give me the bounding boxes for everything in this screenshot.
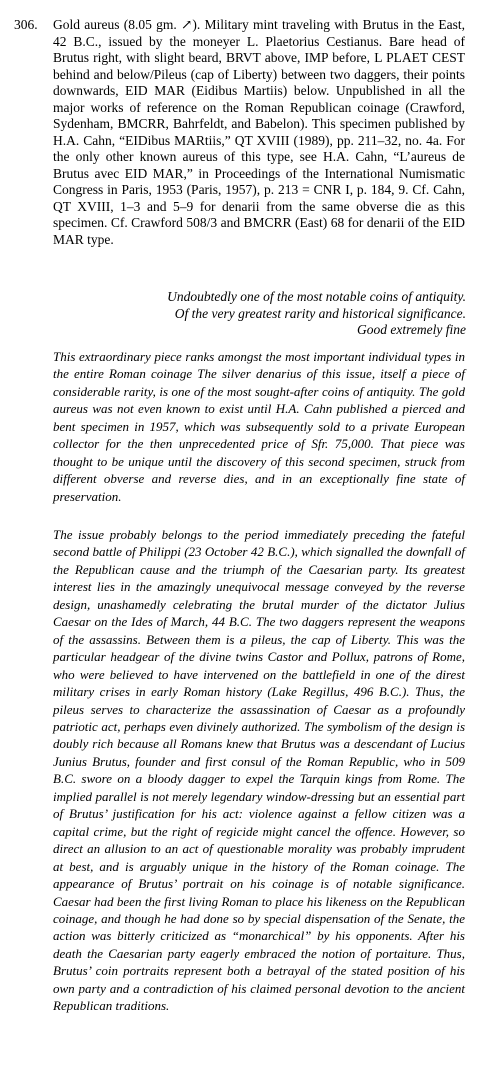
grade-line: Good extremely fine [357, 322, 466, 337]
commentary-paragraph: This extraordinary piece ranks amongst the most important individual types in the entire Roman coinage The silver denarius of this issue, itself a piece of considerable rarity, is one of the most sought-after coins of antiquity. The gold aureus was not even known to exist until H.A. Cahn published a pierced and bent specimen in 1957, which was subsequently sold to a private European collector for the then unprecedented price of Sfr. 75,000. That piece was thought to be unique until the discovery of this second specimen, struck from different obverse and reverse dies, and in an exceptionally fine state of preservation. [53, 349, 465, 504]
commentary-paragraph: The issue probably belongs to the period immediately preceding the fateful second battle of Philippi (23 October 42 B.C.), which signalled the downfall of the Republican cause and the triumph of the Caesarian party. Its greatest interest lies in the amazingly unequivocal message conveyed by the reverse design, unashamedly celebrating the brutal murder of the dictator Julius Caesar on the Ides of March, 44 B.C. The two daggers represent the weapons of the assassins. Between them is a pileus, the cap of Liberty. This was the particular headgear of the divine twins Castor and Pollux, patrons of Rome, who were believed to have intervened on the battlefield in one of the direst military crises in early Roman history (Lake Regillus, 496 B.C.). Thus, the pileus serves to characterize the assassination of Caesar as a profoundly patriotic act, perhaps even divinely authorized. The symbolism of the design is doubly rich because all Romans knew that Brutus was a descendant of Lucius Junius Brutus, founder and first consul of the Roman Republic, who in 509 B.C. swore on a bloody dagger to expel the Tarquin kings from Rome. The implied parallel is not merely legendary window-dressing but an essential part of Brutus’ justification for his act: violence against a fellow citizen was a capital crime, but the right of regicide might cancel the offence. However, so direct an allusion to an act of questionable morality was probably imprudent at best, and is arguably unique in the history of the Roman coinage. The appearance of Brutus’ portrait on his coinage is of notable significance. Caesar had been the first living Roman to place his likeness on the Republican coinage, and though he had done so by special dispensation of the Senate, the action was bitterly criticized as “monarchical” by his opponents. After his death the Caesarian party eagerly embraced the notion of portaiture. Thus, Brutus’ coin portraits represent both a betrayal of the stated position of his own party and a contradiction of his claimed personal devotion to the ancient Republican traditions. [53, 527, 465, 1014]
lot-number: 306. [14, 17, 38, 32]
verdict-line: Of the very greatest rarity and historical significance. [174, 305, 466, 321]
verdict-line: Undoubtedly one of the most notable coins of antiquity. [167, 289, 466, 304]
lot-description: Gold aureus (8.05 gm. ↗). Military mint traveling with Brutus in the East, 42 B.C., issued by the moneyer L. Plaetorius Cestianus. Bare head of Brutus right, with slight beard, BRVT above, IMP before, L PLAET CEST behind and below/Pileus (cap of Liberty) between two daggers, their points downwards, EID MAR (Eidibus Martiis) below. Unpublished in all the major works of reference on the Roman Republican coinage (Crawford, Sydenham, BMCRR, Bahrfeldt, and Babelon). This specimen published by H.A. Cahn, “EIDibus MARtiis,” QT XVIII (1989), pp. 211–32, no. 4a. For the only other known aureus of this type, see H.A. Cahn, “L’aureus de Brutus avec EID MAR,” in Proceedings of the International Numismatic Congress in Paris, 1953 (Paris, 1957), p. 213 = CNR I, p. 184, 9. Cf. Cahn, QT XVIII, 1–3 and 5–9 for denarii from the same obverse die as this specimen. Cf. Crawford 508/3 and BMCRR (East) 68 for denarii of the EID MAR type. [53, 17, 465, 247]
lot-verdict [106, 289, 466, 339]
